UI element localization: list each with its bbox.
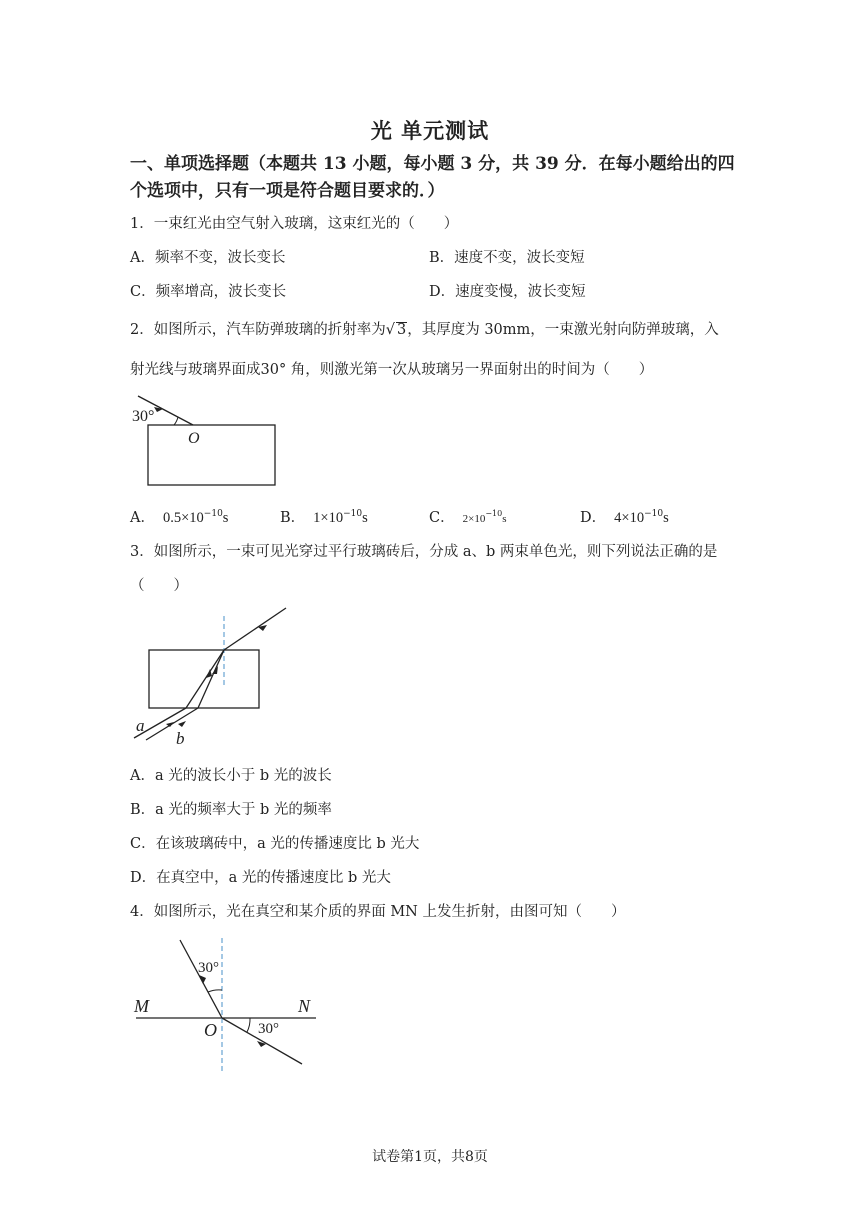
fig4-label-n: N bbox=[298, 996, 311, 1016]
glass-brick bbox=[149, 650, 259, 708]
q2-option-c bbox=[429, 506, 507, 527]
fig4-angle1-label: 30° bbox=[198, 960, 219, 976]
arrow-icon bbox=[199, 975, 206, 984]
q1-option-b: B．速度不变，波长变短 bbox=[429, 250, 585, 266]
q2-option-a-value: 0.5×10 bbox=[162, 510, 204, 526]
q2-stem-line2: 射光线与玻璃界面成30° 角，则激光第一次从玻璃另一界面射出的时间为（ ） bbox=[130, 362, 654, 378]
q3-option-c: C．在该玻璃砖中，a 光的传播速度比 b 光大 bbox=[130, 836, 420, 852]
fig4-label-o: O bbox=[204, 1020, 217, 1040]
q2-option-a bbox=[130, 506, 228, 527]
q3-option-d: D．在真空中，a 光的传播速度比 b 光大 bbox=[130, 870, 391, 886]
glass-block bbox=[148, 425, 275, 485]
q1-option-d: D．速度变慢，波长变短 bbox=[429, 284, 586, 300]
q2-option-d-letter: D． bbox=[580, 510, 607, 526]
angle-arc bbox=[247, 1018, 250, 1032]
section-heading: 一、单项选择题（本题共 13 小题，每小题 3 分，共 39 分．在每小题给出的四个选项中，只有一项是符合题目要求的．） bbox=[130, 154, 735, 201]
q2-option-b-exp: −10 bbox=[343, 509, 363, 520]
q3-stem-line2: （ ） bbox=[130, 578, 188, 594]
q2-option-a-exp: −10 bbox=[203, 509, 223, 520]
q2-option-a-letter: A． bbox=[130, 510, 155, 526]
refracted-ray-b bbox=[198, 650, 224, 708]
q2-option-c-exp: −10 bbox=[485, 509, 503, 519]
q2-figure bbox=[126, 388, 286, 492]
q2-option-b-letter: B． bbox=[280, 510, 306, 526]
q2-option-b-unit: s bbox=[362, 510, 368, 526]
fig2-point-label: O bbox=[188, 430, 200, 447]
q2-stem-line1 bbox=[130, 318, 719, 339]
page-footer: 试卷第1页，共8页 bbox=[372, 1149, 488, 1165]
q2-stem-b: ，其厚度为 30mm，一束激光射向防弹玻璃，入 bbox=[407, 322, 719, 338]
q1-option-a: A．频率不变，波长变长 bbox=[130, 250, 286, 266]
q2-option-a-unit: s bbox=[222, 510, 229, 526]
q2-option-d-exp: −10 bbox=[644, 509, 664, 520]
sqrt-icon: √ bbox=[385, 322, 395, 338]
q1-stem: 1．一束红光由空气射入玻璃，这束红光的（ ） bbox=[130, 216, 459, 232]
q4-stem: 4．如图所示，光在真空和某介质的界面 MN 上发生折射，由图可知（ ） bbox=[130, 904, 626, 920]
q2-option-d-unit: s bbox=[663, 510, 669, 526]
q2-stem-a: 2．如图所示，汽车防弹玻璃的折射率为 bbox=[130, 322, 386, 338]
q2-sqrt-value: 3 bbox=[396, 322, 407, 338]
incident-ray bbox=[224, 608, 286, 650]
q2-option-c-value: 2×10 bbox=[462, 513, 486, 525]
q4-figure bbox=[126, 932, 336, 1074]
fig4-label-m: M bbox=[134, 996, 149, 1016]
q1-option-c: C．频率增高，波长变长 bbox=[130, 284, 287, 300]
arrow-icon bbox=[178, 721, 186, 727]
q2-option-c-letter: C． bbox=[429, 510, 455, 526]
fig3-label-b: b bbox=[176, 729, 185, 748]
q2-option-d bbox=[580, 506, 669, 527]
q3-figure bbox=[126, 600, 296, 750]
q2-option-b-value: 1×10 bbox=[313, 510, 344, 526]
q2-option-c-unit: s bbox=[502, 513, 507, 525]
q2-option-d-value: 4×10 bbox=[614, 510, 645, 526]
fig3-label-a: a bbox=[136, 716, 145, 735]
refracted-ray-a bbox=[186, 650, 224, 708]
q3-option-b: B．a 光的频率大于 b 光的频率 bbox=[130, 802, 332, 818]
page-title: 光 单元测试 bbox=[370, 118, 490, 143]
angle-arc bbox=[208, 990, 222, 992]
fig4-angle2-label: 30° bbox=[258, 1021, 279, 1037]
angle-arc bbox=[174, 417, 178, 425]
q2-option-b bbox=[280, 506, 368, 527]
q3-option-a: A．a 光的波长小于 b 光的波长 bbox=[130, 768, 332, 784]
q3-stem-line1: 3．如图所示，一束可见光穿过平行玻璃砖后，分成 a、b 两束单色光，则下列说法正确的是 bbox=[130, 544, 718, 560]
fig2-angle-label: 30° bbox=[132, 408, 155, 425]
